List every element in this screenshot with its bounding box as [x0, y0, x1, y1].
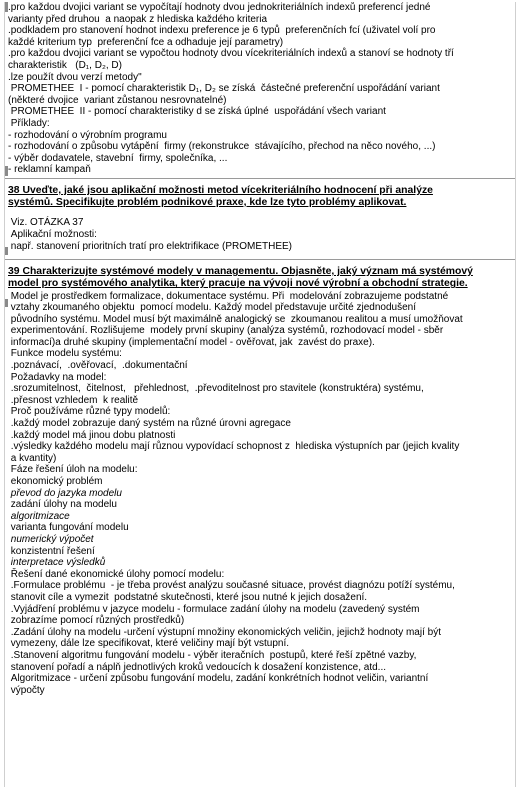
paragraph-line: experimentování. Rozlišujeme modely první skupiny (analýza systémů, rozhodovací model - sběr [8, 325, 444, 337]
paragraph-line: .podkladem pro stanovení hodnot indexu preference je 6 typů preferenčních fcí (uživatel volí pro [8, 25, 436, 37]
question-38 [8, 185, 511, 252]
phase-step: převod do jazyka modelu [8, 487, 122, 499]
paragraph-line: Příklady: [8, 117, 50, 129]
paragraph-line: - výběr dodavatele, stavební firmy, společníka, ... [8, 152, 228, 164]
paragraph-line: .výsledky každého modelu mají různou vypovídací schopnost z hlediska výstupních par (jejich kvality [8, 441, 460, 453]
phase-step: interpretace výsledků [8, 557, 106, 569]
paragraph-line: zobrazíme pomocí různých prostředků) [8, 615, 185, 627]
paragraph-line: PROMETHEE I - pomocí charakteristik D₁, D₂ se získá částečné preferenční uspořádání variant [8, 83, 440, 95]
paragraph-line: Algoritmizace - určení způsobu fungování modelu, zadání konkrétních hodnot veličin, variantní [8, 673, 429, 685]
paragraph-line: .Zadání úlohy na modelu -určení výstupní množiny ekonomických veličin, jejichž hodnoty mají být [8, 626, 441, 638]
question-heading: 38 Uveďte, jaké jsou aplikační možnosti metod vícekriteriálního hodnocení při analýze [8, 184, 433, 196]
phase-step: konzistentní řešení [8, 545, 95, 557]
paragraph-line: stanovení pořadí a náplň jednotlivých kroků vedoucích k dosažení konzistence, atd... [8, 661, 387, 673]
paragraph-line: Požadavky na model: [8, 371, 107, 383]
paragraph-line: .Vyjádření problému v jazyce modelu - formulace zadání úlohy na modelu (zavedený systém [8, 603, 420, 615]
paragraph-line: Řešení dané ekonomické úlohy pomocí modelu: [8, 568, 225, 580]
paragraph-line: .srozumitelnost, čitelnost, přehlednost, .převoditelnost pro stavitele (konstruktéra) systému, [8, 383, 424, 395]
phase-step: zadání úlohy na modelu [8, 499, 117, 511]
question-heading: systémů. Specifikujte problém podnikové praxe, kde lze tyto problémy aplikovat. [8, 197, 407, 209]
paragraph-line: Aplikační možnosti: [8, 228, 97, 240]
paragraph-line: PROMETHEE II - pomocí charakteristiky d se získá úplné uspořádání všech variant [8, 106, 386, 118]
question-heading: model pro systémového analytika, který pracuje na vývoji nové výrobní a obchodní strategie. [8, 278, 468, 290]
question-heading: 39 Charakterizujte systémové modely v managementu. Objasněte, jaký význam má systémový [8, 266, 473, 278]
paragraph-line: - reklamní kampaň [8, 164, 91, 176]
paragraph-line: .každý model zobrazuje daný systém na různé úrovni agregace [8, 418, 291, 430]
phase-step: varianta fungování modelu [8, 522, 129, 534]
paragraph-line: informací)a druhé skupiny (implementační model - ověřovat, jak zavést do praxe). [8, 336, 375, 348]
paragraph-line: - rozhodování o způsobu vytápění firmy (rekonstrukce stávajícího, přechod na něco nového, ...) [8, 141, 436, 153]
paragraph-line: .Formulace problému - je třeba provést analýzu současné situace, provést diagnózu potíží systému, [8, 580, 455, 592]
paragraph-line: výpočty [8, 684, 45, 696]
paragraph-line: .každý model má jinou dobu platnosti [8, 429, 176, 441]
paragraph-line: - rozhodování o výrobním programu [8, 129, 167, 141]
paragraph-line: Proč používáme různé typy modelů: [8, 406, 171, 418]
paragraph-line: a kvantity) [8, 452, 57, 464]
section-top-text [8, 2, 511, 176]
paragraph-line: Viz. OTÁZKA 37 [8, 217, 84, 229]
paragraph-line: .poznávací, .ověřovací, .dokumentační [8, 360, 188, 372]
document-page [4, 2, 516, 787]
margin-marker [5, 247, 8, 255]
paragraph-line: (některé dvojice variant zůstanou nesrovnatelné) [8, 94, 227, 106]
paragraph-line: .lze použít dvou verzí metody" [8, 71, 142, 83]
section-divider [5, 259, 515, 260]
paragraph-line: ekonomický problém [8, 476, 103, 487]
paragraph-line: charakteristik (D₁, D₂, D) [8, 59, 122, 71]
paragraph-line: Fáze řešení úloh na modelu: [8, 464, 138, 476]
paragraph-line: stanovit cíle a vymezit podstatné skutečnosti, které jsou nutné k jejich dosažení. [8, 591, 368, 603]
margin-marker [5, 299, 8, 307]
paragraph-line: vztahy zkoumaného objektu pomocí modelu. Každý model představuje určité zjednodušení [8, 302, 417, 314]
paragraph-line: .přesnost vzhledem k realitě [8, 394, 139, 406]
paragraph-line: Funkce modelu systému: [8, 348, 122, 360]
section-divider [5, 178, 515, 179]
paragraph-line: každé kriterium typ preferenční fce a odhaduje její parametry) [8, 36, 284, 48]
paragraph-line: .pro každou dvojici variant se vypočítají hodnoty dvou jednokriteriálních indexů preferencí jedné [8, 2, 431, 13]
question-39 [8, 266, 511, 696]
paragraph-line: např. stanovení prioritních tratí pro elektrifikace (PROMETHEE) [8, 240, 292, 252]
paragraph-line: původního systému. Model musí být maximálně analogický se zkoumanou realitou a musí umožňovat [8, 313, 463, 325]
phase-step: numerický výpočet [8, 533, 94, 545]
paragraph-line: varianty před druhou a naopak z hlediska každého kriteria [8, 13, 268, 25]
phase-step: algoritmizace [8, 510, 70, 522]
paragraph-line: Model je prostředkem formalizace, dokumentace systému. Při modelování zobrazujeme podstatné [8, 290, 449, 302]
model-phases-list [8, 488, 511, 569]
paragraph-line: .Stanovení algoritmu fungování modelu - výběr iteračních postupů, které řeší zpětné vazby, [8, 649, 417, 661]
margin-marker [5, 166, 8, 176]
paragraph-line: vymezeny, dále lze specifikovat, které veličiny mají být vstupní. [8, 638, 290, 650]
paragraph-line: .pro každou dvojici variant se vypočtou hodnoty dvou vícekriteriálních indexů a stanoví se hodnoty tří [8, 48, 454, 60]
margin-marker [5, 2, 8, 12]
